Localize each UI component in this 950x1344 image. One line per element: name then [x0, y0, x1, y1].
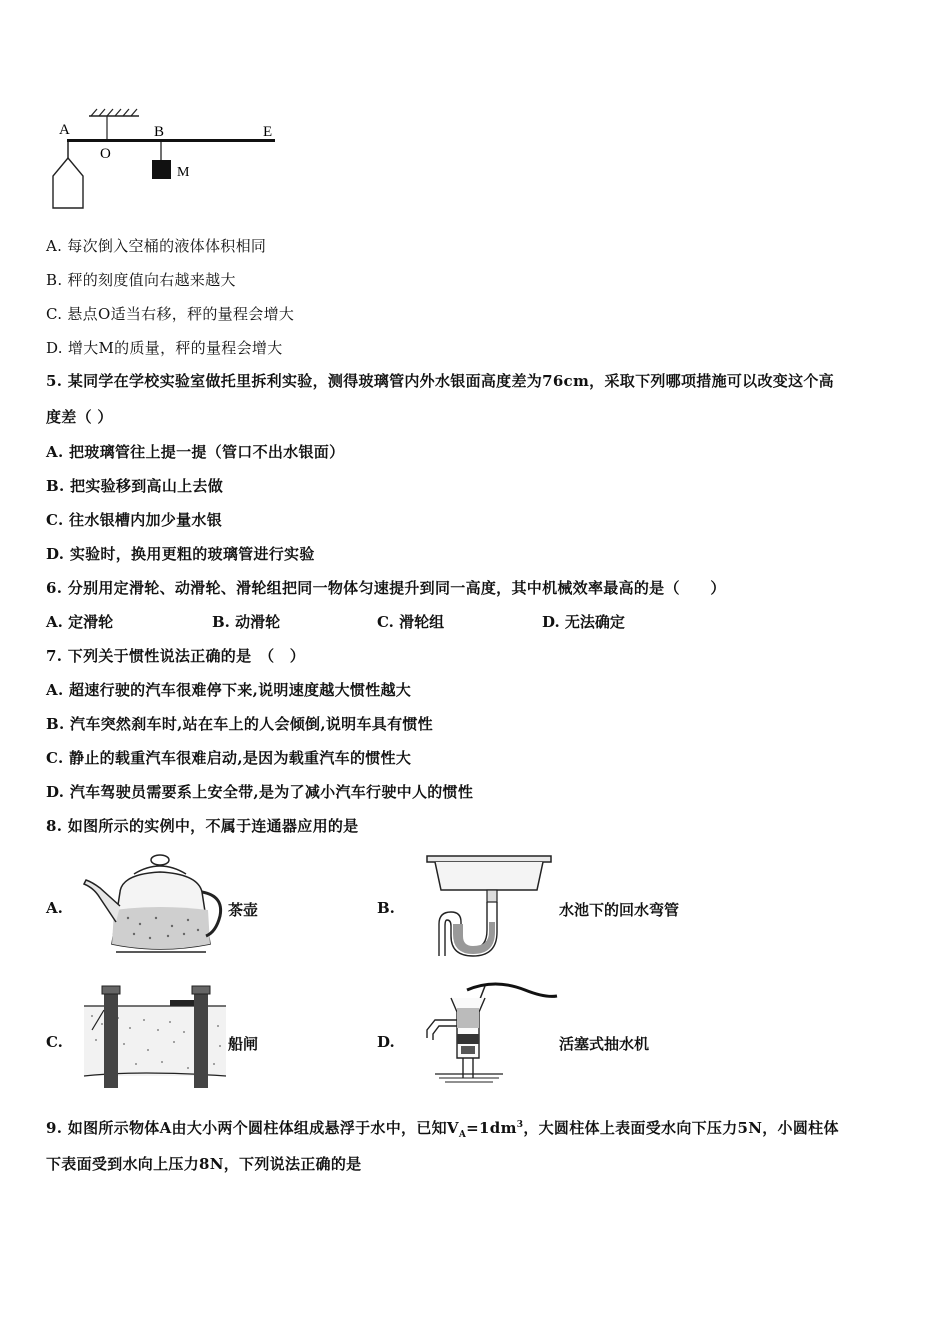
- q4-option-d: D. 增大M的质量，秤的量程会增大: [46, 339, 283, 357]
- q8-a-label: 茶壶: [228, 901, 259, 919]
- q8-d-label: 活塞式抽水机: [559, 1035, 650, 1053]
- q7-option-a: A. 超速行驶的汽车很难停下来,说明速度越大惯性越大: [46, 681, 412, 699]
- q5-option-b: B. 把实验移到高山上去做: [46, 477, 224, 495]
- q9-stem-line2: 下表面受到水向上压力8N，下列说法正确的是: [46, 1155, 362, 1173]
- q5-option-a: A. 把玻璃管往上提一提（管口不出水银面）: [46, 443, 345, 461]
- q5-stem-line2: 度差（ ）: [46, 408, 113, 426]
- q8-b-letter: B.: [377, 899, 395, 917]
- q4-option-c: C. 悬点O适当右移，秤的量程会增大: [46, 305, 295, 323]
- label-m: M: [177, 165, 190, 180]
- sink-trap-figure: [405, 852, 555, 962]
- q7-stem: 7. 下列关于惯性说法正确的是 （ ）: [46, 647, 306, 665]
- q6-stem: 6. 分别用定滑轮、动滑轮、滑轮组把同一物体匀速提升到同一高度，其中机械效率最高的是（ ）: [46, 579, 726, 597]
- teapot-figure: [78, 852, 228, 962]
- q7-option-d: D. 汽车驾驶员需要系上安全带,是为了减小汽车行驶中人的惯性: [46, 783, 474, 801]
- label-a: A: [59, 122, 70, 138]
- q5-option-d: D. 实验时，换用更粗的玻璃管进行实验: [46, 545, 315, 563]
- q8-a-letter: A.: [46, 899, 63, 917]
- q4-option-b: B. 秤的刻度值向右越来越大: [46, 271, 236, 289]
- q6-option-d: D. 无法确定: [542, 613, 625, 631]
- q8-b-label: 水池下的回水弯管: [559, 901, 680, 919]
- piston-pump-figure: [405, 978, 560, 1090]
- q8-stem: 8. 如图所示的实例中，不属于连通器应用的是: [46, 817, 359, 835]
- q8-c-label: 船闸: [228, 1035, 259, 1053]
- lever-figure: [45, 108, 285, 218]
- label-o: O: [100, 146, 111, 162]
- label-e: E: [263, 124, 273, 140]
- q5-stem-line1: 5. 某同学在学校实验室做托里拆利实验，测得玻璃管内外水银面高度差为76cm，采取下列哪项措施可以改变这个高: [46, 372, 834, 390]
- label-b: B: [154, 124, 165, 140]
- q7-option-b: B. 汽车突然刹车时,站在车上的人会倾倒,说明车具有惯性: [46, 715, 433, 733]
- weight-m: [152, 160, 171, 179]
- bucket-icon: [53, 158, 83, 208]
- q6-option-a: A. 定滑轮: [46, 613, 114, 631]
- q8-c-letter: C.: [46, 1033, 63, 1051]
- q5-option-c: C. 往水银槽内加少量水银: [46, 511, 223, 529]
- q6-option-c: C. 滑轮组: [377, 613, 445, 631]
- q7-option-c: C. 静止的载重汽车很难启动,是因为载重汽车的惯性大: [46, 749, 412, 767]
- q4-option-a: A. 每次倒入空桶的液体体积相同: [46, 237, 267, 255]
- q6-option-b: B. 动滑轮: [212, 613, 281, 631]
- q9-stem-line1: 9. 如图所示物体A由大小两个圆柱体组成悬浮于水中，已知$V_A=1dm^3$，大圆柱体上表面受水向下压力5N，小圆柱体: [46, 1119, 839, 1140]
- q8-d-letter: D.: [377, 1033, 395, 1051]
- lever-beam: [67, 139, 275, 142]
- ship-lock-figure: [78, 980, 230, 1092]
